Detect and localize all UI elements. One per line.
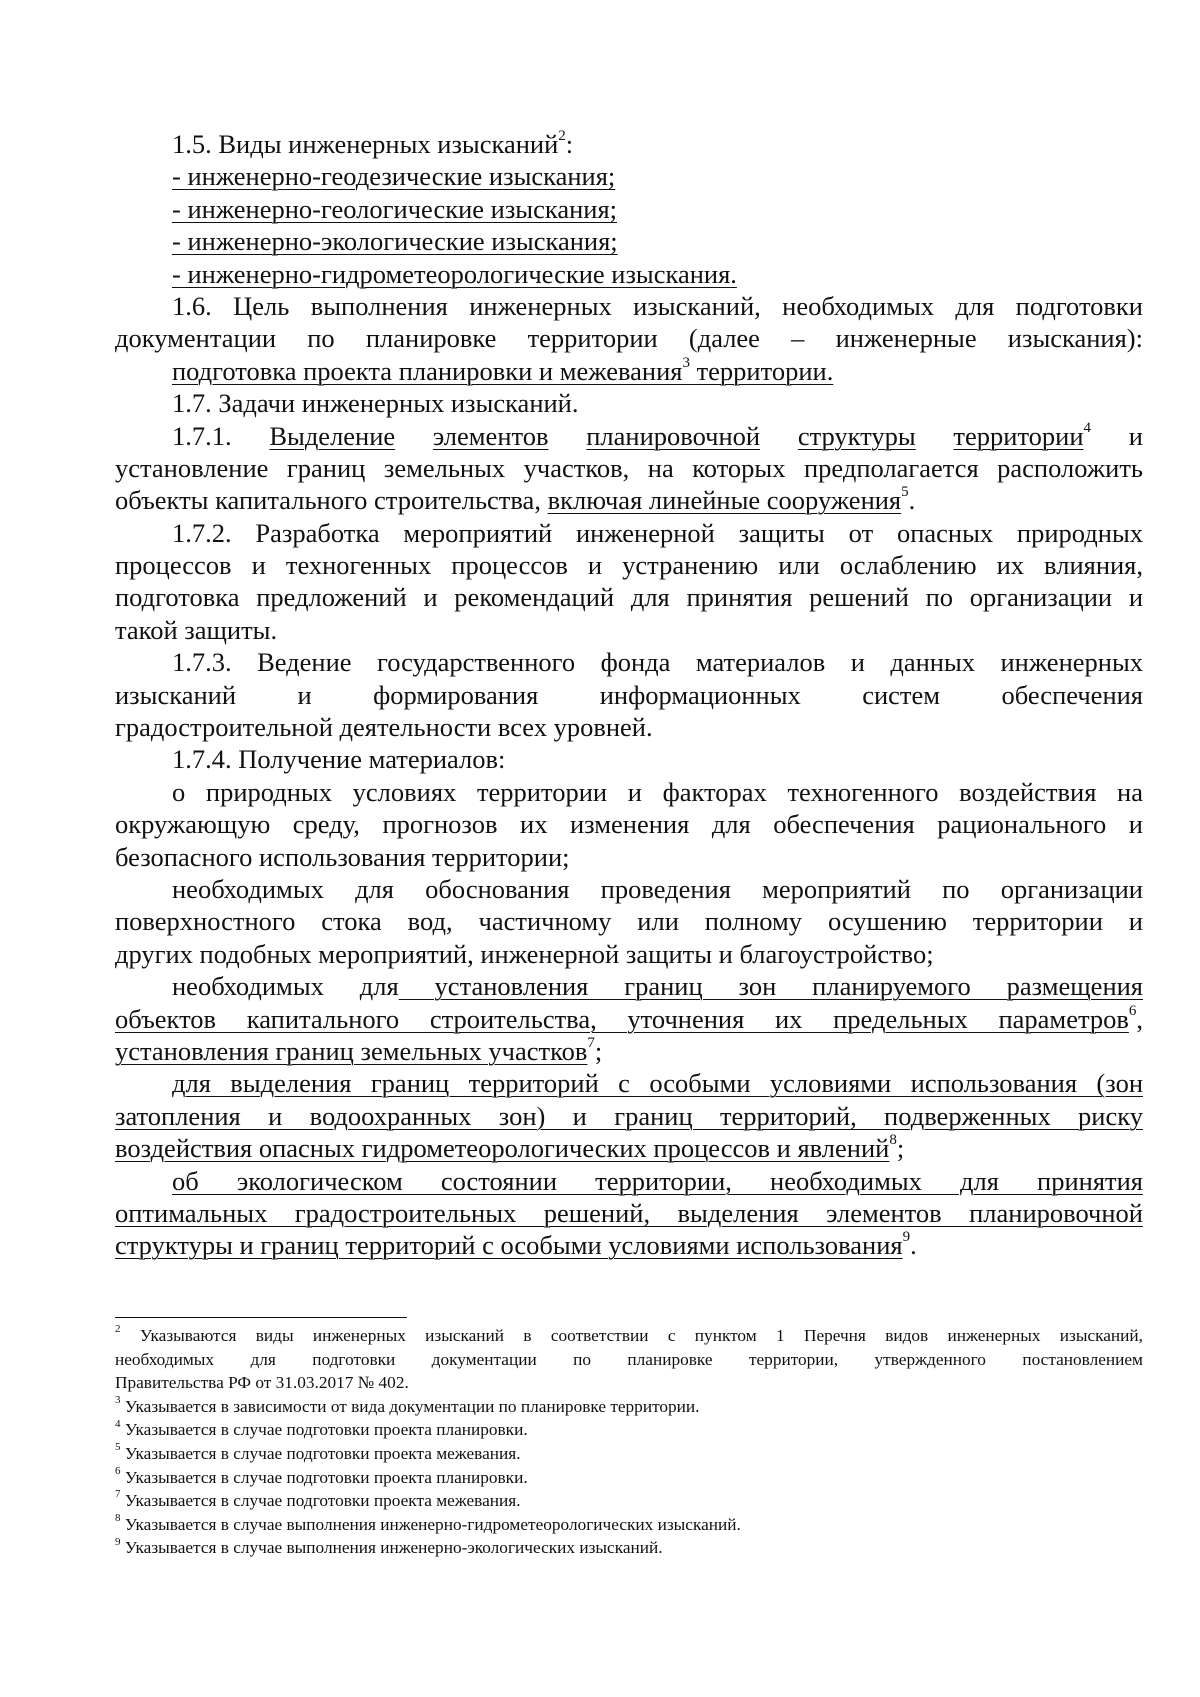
section-1-7-2-line: такой защиты. <box>115 614 278 645</box>
section-1-7-1-line2: установление границ земельных участков, на которых предполагается расположить <box>115 452 1143 483</box>
footnote-2-line <box>115 1324 1143 1348</box>
footnote-item <box>115 1418 1143 1442</box>
section-1-7-1-line3 <box>115 484 1143 516</box>
survey-type-geodetic: - инженерно-геодезические изыскания; <box>172 161 616 192</box>
underlined-text: установления границ зон планируемого размещения <box>398 971 1143 1002</box>
word: планировочной <box>586 420 761 451</box>
footnote-number: 9 <box>115 1536 121 1548</box>
footnotes-section <box>115 1317 1143 1560</box>
materials-p3-line3 <box>115 1035 1143 1067</box>
word: структуры <box>797 420 916 451</box>
footnote-ref-8[interactable]: 8 <box>889 1132 897 1149</box>
section-1-7-3-line: градостроительной деятельности всех уровней. <box>115 712 653 743</box>
footnote-number: 2 <box>115 1324 121 1336</box>
footnote-text: Указываются виды инженерных изысканий в соответствии с пунктом 1 Перечня видов инженерных изысканий, <box>120 1326 1143 1345</box>
materials-p2-line: других подобных мероприятий, инженерной защиты и благоустройство; <box>115 938 934 969</box>
materials-p1-line: о природных условиях территории и факторах техногенного воздействия на <box>172 776 1143 807</box>
materials-p3-line2 <box>115 1003 1143 1035</box>
footnote-text: Указывается в случае подготовки проекта межевания. <box>120 1443 521 1463</box>
section-1-7-2-line: процессов и техногенных процессов и устранению или ослаблению их влияния, <box>115 550 1143 581</box>
footnote-number: 8 <box>115 1512 121 1524</box>
survey-type-item <box>115 258 1143 290</box>
underlined-text: об экологическом состоянии территории, необходимых для принятия <box>172 1165 1143 1196</box>
footnote-item <box>115 1395 1143 1419</box>
materials-p1-line: окружающую среду, прогнозов их изменения для обеспечения рационального и <box>115 809 1143 840</box>
footnote-ref-7[interactable]: 7 <box>587 1035 595 1052</box>
footnote-number: 6 <box>115 1465 121 1477</box>
footnote-text: Указывается в случае подготовки проекта планировки. <box>120 1467 528 1487</box>
footnote-number: 4 <box>115 1418 121 1430</box>
survey-type-hydrometeorological: - инженерно-гидрометеорологические изыскания. <box>172 258 737 289</box>
line-text: необходимых для <box>172 971 399 1002</box>
word: территории <box>953 420 1084 451</box>
materials-p4-line2 <box>115 1100 1143 1132</box>
section-1-5-colon: : <box>565 129 574 159</box>
footnote-text: Указывается в случае выполнения инженерно-гидрометеорологических изысканий. <box>120 1514 741 1534</box>
footnote-separator <box>115 1317 407 1318</box>
materials-p5-line1 <box>115 1165 1143 1197</box>
survey-type-item <box>115 160 1143 192</box>
word: и <box>1128 420 1143 451</box>
comma: , <box>1136 1003 1143 1034</box>
underlined-text: воздействия опасных гидрометеорологических процессов и явлений <box>115 1133 890 1164</box>
footnote-ref-2[interactable]: 2 <box>558 128 566 145</box>
survey-type-ecological: - инженерно-экологические изыскания; <box>172 226 618 257</box>
materials-p4-line1 <box>115 1067 1143 1099</box>
footnote-2-line: необходимых для подготовки документации по планировке территории, утвержденного постановлением <box>115 1349 1143 1369</box>
underlined-text: включая линейные сооружения <box>547 485 902 516</box>
materials-p2-line: поверхностного стока вод, частичному или полному осушению территории и <box>115 906 1143 937</box>
section-1-7-4-heading: 1.7.4. Получение материалов: <box>172 744 506 775</box>
survey-type-item <box>115 225 1143 257</box>
footnote-item <box>115 1442 1143 1466</box>
section-1-7-1-line1 <box>115 420 1143 452</box>
section-1-5-heading <box>115 128 1143 160</box>
materials-p3-line1 <box>115 970 1143 1002</box>
section-1-7-2-line: 1.7.2. Разработка мероприятий инженерной защиты от опасных природных <box>172 517 1143 548</box>
underlined-text: оптимальных градостроительных решений, выделения элементов планировочной <box>115 1197 1143 1228</box>
section-1-7-3-line: 1.7.3. Ведение государственного фонда материалов и данных инженерных <box>172 647 1143 678</box>
survey-type-geological: - инженерно-геологические изыскания; <box>172 193 618 224</box>
footnote-ref-5[interactable]: 5 <box>901 484 909 501</box>
word-with-footnote <box>953 420 1091 452</box>
footnote-number: 3 <box>115 1394 121 1407</box>
footnote-text: Указывается в случае выполнения инженерно-экологических изысканий. <box>120 1538 663 1558</box>
section-1-6-goal <box>115 355 1143 387</box>
materials-p5-line3 <box>115 1229 1143 1261</box>
underlined-text: затопления и водоохранных зон) и границ территорий, подверженных риску <box>115 1100 1143 1131</box>
footnote-2-line: Правительства РФ от 31.03.2017 № 402. <box>115 1373 409 1393</box>
footnote-ref-3[interactable]: 3 <box>682 354 690 371</box>
footnote-text: Указывается в зависимости от вида документации по планировке территории. <box>120 1396 700 1416</box>
semicolon: ; <box>594 1035 603 1066</box>
footnote-ref-9[interactable]: 9 <box>902 1229 911 1246</box>
footnote-ref-4[interactable]: 4 <box>1083 419 1092 436</box>
footnote-number: 7 <box>115 1489 121 1501</box>
goal-text-a: подготовка проекта планировки и межевания <box>172 355 683 386</box>
section-1-5-text: 1.5. Виды инженерных изысканий <box>172 129 559 159</box>
footnote-text: Указывается в случае подготовки проекта планировки. <box>120 1420 528 1440</box>
footnote-item <box>115 1513 1143 1537</box>
section-1-6-line: документации по планировке территории (далее – инженерные изыскания): <box>115 323 1143 354</box>
line-text: объекты капитального строительства, <box>115 485 548 516</box>
goal-text-b: территории. <box>689 355 834 386</box>
underlined-text: структуры и границ территорий с особыми условиями использования <box>115 1230 903 1261</box>
period: . <box>908 485 916 516</box>
footnote-ref-6[interactable]: 6 <box>1128 1002 1137 1019</box>
footnote-number: 5 <box>115 1441 121 1454</box>
underlined-text: объектов капитального строительства, уточнения их предельных параметров <box>115 1003 1129 1034</box>
footnote-item <box>115 1536 1143 1560</box>
document-body <box>115 128 1143 1262</box>
goal-text <box>172 356 833 386</box>
footnote-item <box>115 1466 1143 1490</box>
period: . <box>910 1230 917 1261</box>
materials-p2-line: необходимых для обоснования проведения мероприятий по организации <box>172 873 1143 904</box>
materials-p4-line3 <box>115 1132 1143 1164</box>
materials-p5-line2 <box>115 1197 1143 1229</box>
section-1-7-2-line: подготовка предложений и рекомендаций для принятия решений по организации и <box>115 582 1143 613</box>
word: элементов <box>432 420 549 451</box>
semicolon: ; <box>896 1133 905 1164</box>
word: Выделение <box>269 420 396 451</box>
underlined-text: установления границ земельных участков <box>115 1035 588 1066</box>
underlined-text: для выделения границ территорий с особыми условиями использования (зон <box>172 1068 1143 1099</box>
section-1-7-3-line: изысканий и формирования информационных систем обеспечения <box>115 679 1143 710</box>
section-1-7-heading: 1.7. Задачи инженерных изысканий. <box>172 388 579 419</box>
survey-type-item <box>115 193 1143 225</box>
section-1-6-line: 1.6. Цель выполнения инженерных изысканий, необходимых для подготовки <box>172 290 1143 321</box>
footnote-item <box>115 1489 1143 1513</box>
footnote-text: Указывается в случае подготовки проекта межевания. <box>120 1491 521 1511</box>
section-1-7-1-number: 1.7.1. <box>172 420 232 451</box>
materials-p1-line: безопасного использования территории; <box>115 841 570 872</box>
